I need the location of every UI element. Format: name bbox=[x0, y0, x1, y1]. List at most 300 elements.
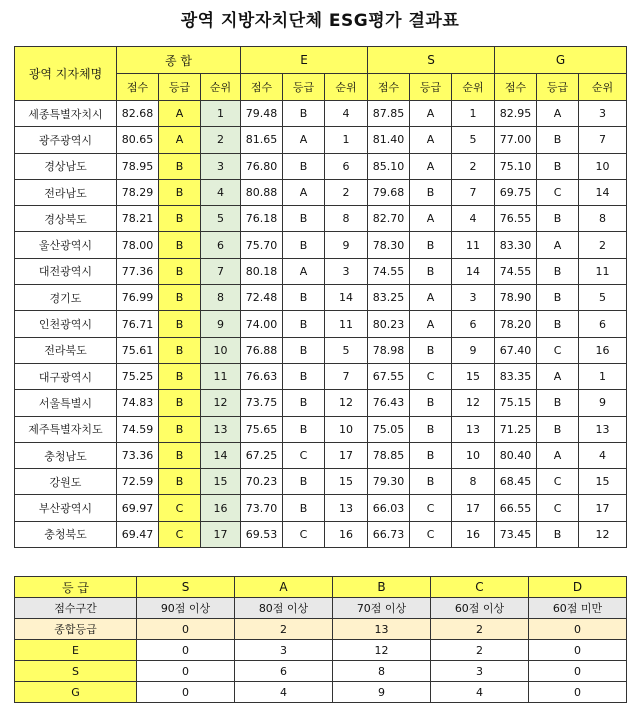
e-rank-cell: 3 bbox=[325, 258, 368, 284]
g-score-cell: 78.20 bbox=[495, 311, 537, 337]
g-score-cell: 71.25 bbox=[495, 416, 537, 442]
s-score-cell: 79.30 bbox=[368, 469, 410, 495]
e-score-cell: 73.75 bbox=[241, 390, 283, 416]
region-name: 부산광역시 bbox=[15, 495, 117, 521]
sub-header-rank: 순위 bbox=[579, 74, 627, 101]
e-score-cell: 76.18 bbox=[241, 206, 283, 232]
s-rank-cell: 12 bbox=[452, 390, 495, 416]
total-grade-cell: B bbox=[159, 363, 201, 389]
total-grade-cell: B bbox=[159, 337, 201, 363]
total-score-cell: 78.21 bbox=[117, 206, 159, 232]
e-score-cell: 80.18 bbox=[241, 258, 283, 284]
total-score-cell: 78.29 bbox=[117, 179, 159, 205]
g-grade-cell: C bbox=[537, 179, 579, 205]
s-grade-cell: A bbox=[410, 127, 452, 153]
g-score-cell: 82.95 bbox=[495, 101, 537, 127]
total-score-cell: 69.97 bbox=[117, 495, 159, 521]
s-grade-cell: B bbox=[410, 442, 452, 468]
summary-cell: 0 bbox=[137, 682, 235, 703]
region-name: 대전광역시 bbox=[15, 258, 117, 284]
e-score-cell: 69.53 bbox=[241, 521, 283, 547]
e-rank-cell: 2 bbox=[325, 179, 368, 205]
g-grade-cell: B bbox=[537, 258, 579, 284]
total-rank-cell: 2 bbox=[201, 127, 241, 153]
e-grade-cell: C bbox=[283, 442, 325, 468]
total-rank-cell: 14 bbox=[201, 442, 241, 468]
total-score-cell: 76.99 bbox=[117, 285, 159, 311]
summary-row-label: G bbox=[15, 682, 137, 703]
table-row bbox=[15, 153, 627, 179]
summary-cell: 70점 이상 bbox=[333, 598, 431, 619]
total-score-cell: 82.68 bbox=[117, 101, 159, 127]
region-name: 인천광역시 bbox=[15, 311, 117, 337]
g-rank-cell: 3 bbox=[579, 101, 627, 127]
s-score-cell: 66.73 bbox=[368, 521, 410, 547]
page-title: 광역 지방자치단체 ESG평가 결과표 bbox=[180, 11, 460, 31]
grade-header-s: S bbox=[137, 577, 235, 598]
e-rank-cell: 14 bbox=[325, 285, 368, 311]
e-rank-cell: 8 bbox=[325, 206, 368, 232]
e-rank-cell: 1 bbox=[325, 127, 368, 153]
region-name: 충청남도 bbox=[15, 442, 117, 468]
summary-row bbox=[15, 640, 627, 661]
s-rank-cell: 17 bbox=[452, 495, 495, 521]
table-row bbox=[15, 101, 627, 127]
summary-cell: 90점 이상 bbox=[137, 598, 235, 619]
summary-cell: 0 bbox=[137, 619, 235, 640]
summary-cell: 8 bbox=[333, 661, 431, 682]
table-row bbox=[15, 206, 627, 232]
summary-row bbox=[15, 682, 627, 703]
e-rank-cell: 15 bbox=[325, 469, 368, 495]
grade-header-c: C bbox=[431, 577, 529, 598]
sub-header-rank: 순위 bbox=[452, 74, 495, 101]
g-score-cell: 75.15 bbox=[495, 390, 537, 416]
summary-cell: 2 bbox=[431, 619, 529, 640]
e-score-cell: 70.23 bbox=[241, 469, 283, 495]
total-score-cell: 74.83 bbox=[117, 390, 159, 416]
e-rank-cell: 6 bbox=[325, 153, 368, 179]
g-grade-cell: A bbox=[537, 363, 579, 389]
g-score-cell: 75.10 bbox=[495, 153, 537, 179]
summary-cell: 0 bbox=[529, 661, 627, 682]
s-rank-cell: 6 bbox=[452, 311, 495, 337]
e-grade-cell: A bbox=[283, 127, 325, 153]
summary-row-label: 종합등급 bbox=[15, 619, 137, 640]
e-score-cell: 76.63 bbox=[241, 363, 283, 389]
s-grade-cell: A bbox=[410, 285, 452, 311]
e-grade-cell: A bbox=[283, 258, 325, 284]
summary-cell: 60점 미만 bbox=[529, 598, 627, 619]
table-row bbox=[15, 127, 627, 153]
e-grade-cell: A bbox=[283, 179, 325, 205]
s-rank-cell: 8 bbox=[452, 469, 495, 495]
g-rank-cell: 2 bbox=[579, 232, 627, 258]
total-grade-cell: B bbox=[159, 285, 201, 311]
s-grade-cell: C bbox=[410, 521, 452, 547]
s-score-cell: 78.30 bbox=[368, 232, 410, 258]
s-score-cell: 75.05 bbox=[368, 416, 410, 442]
summary-cell: 60점 이상 bbox=[431, 598, 529, 619]
total-score-cell: 80.65 bbox=[117, 127, 159, 153]
e-score-cell: 75.65 bbox=[241, 416, 283, 442]
total-rank-cell: 15 bbox=[201, 469, 241, 495]
summary-cell: 13 bbox=[333, 619, 431, 640]
total-score-cell: 69.47 bbox=[117, 521, 159, 547]
sub-header-grade: 등급 bbox=[159, 74, 201, 101]
g-grade-cell: B bbox=[537, 127, 579, 153]
e-grade-cell: C bbox=[283, 521, 325, 547]
s-rank-cell: 1 bbox=[452, 101, 495, 127]
total-rank-cell: 3 bbox=[201, 153, 241, 179]
g-score-cell: 76.55 bbox=[495, 206, 537, 232]
g-rank-cell: 12 bbox=[579, 521, 627, 547]
g-score-cell: 80.40 bbox=[495, 442, 537, 468]
e-rank-cell: 12 bbox=[325, 390, 368, 416]
summary-cell: 6 bbox=[235, 661, 333, 682]
e-grade-cell: B bbox=[283, 363, 325, 389]
group-header-g: G bbox=[495, 47, 627, 74]
table-row bbox=[15, 311, 627, 337]
s-rank-cell: 16 bbox=[452, 521, 495, 547]
e-rank-cell: 7 bbox=[325, 363, 368, 389]
g-rank-cell: 5 bbox=[579, 285, 627, 311]
summary-cell: 3 bbox=[235, 640, 333, 661]
summary-cell: 2 bbox=[235, 619, 333, 640]
total-rank-cell: 5 bbox=[201, 206, 241, 232]
summary-row-label: 점수구간 bbox=[15, 598, 137, 619]
e-grade-cell: B bbox=[283, 232, 325, 258]
g-score-cell: 68.45 bbox=[495, 469, 537, 495]
g-grade-cell: B bbox=[537, 153, 579, 179]
total-grade-cell: B bbox=[159, 153, 201, 179]
total-score-cell: 74.59 bbox=[117, 416, 159, 442]
s-score-cell: 78.98 bbox=[368, 337, 410, 363]
sub-header-score: 점수 bbox=[368, 74, 410, 101]
g-rank-cell: 13 bbox=[579, 416, 627, 442]
total-score-cell: 78.95 bbox=[117, 153, 159, 179]
s-grade-cell: B bbox=[410, 469, 452, 495]
total-grade-cell: A bbox=[159, 101, 201, 127]
region-name: 경상북도 bbox=[15, 206, 117, 232]
e-grade-cell: B bbox=[283, 416, 325, 442]
summary-cell: 3 bbox=[431, 661, 529, 682]
total-score-cell: 72.59 bbox=[117, 469, 159, 495]
s-grade-cell: A bbox=[410, 153, 452, 179]
summary-row bbox=[15, 598, 627, 619]
table-row bbox=[15, 469, 627, 495]
g-rank-cell: 16 bbox=[579, 337, 627, 363]
region-name: 경상남도 bbox=[15, 153, 117, 179]
grade-header-d: D bbox=[529, 577, 627, 598]
total-grade-cell: B bbox=[159, 416, 201, 442]
summary-row bbox=[15, 661, 627, 682]
e-score-cell: 81.65 bbox=[241, 127, 283, 153]
e-score-cell: 67.25 bbox=[241, 442, 283, 468]
table-row bbox=[15, 258, 627, 284]
e-score-cell: 76.88 bbox=[241, 337, 283, 363]
e-score-cell: 74.00 bbox=[241, 311, 283, 337]
summary-row-label: S bbox=[15, 661, 137, 682]
total-grade-cell: B bbox=[159, 179, 201, 205]
total-score-cell: 75.61 bbox=[117, 337, 159, 363]
table-row bbox=[15, 390, 627, 416]
s-grade-cell: A bbox=[410, 206, 452, 232]
g-grade-cell: A bbox=[537, 101, 579, 127]
g-rank-cell: 4 bbox=[579, 442, 627, 468]
e-score-cell: 80.88 bbox=[241, 179, 283, 205]
table-row bbox=[15, 337, 627, 363]
s-score-cell: 66.03 bbox=[368, 495, 410, 521]
s-score-cell: 82.70 bbox=[368, 206, 410, 232]
total-grade-cell: B bbox=[159, 390, 201, 416]
total-score-cell: 78.00 bbox=[117, 232, 159, 258]
summary-cell: 0 bbox=[529, 619, 627, 640]
group-header-total: 종 합 bbox=[117, 47, 241, 74]
group-header-e: E bbox=[241, 47, 368, 74]
g-score-cell: 73.45 bbox=[495, 521, 537, 547]
s-grade-cell: C bbox=[410, 495, 452, 521]
total-grade-cell: C bbox=[159, 495, 201, 521]
sub-header-rank: 순위 bbox=[325, 74, 368, 101]
g-score-cell: 69.75 bbox=[495, 179, 537, 205]
sub-header-grade: 등급 bbox=[283, 74, 325, 101]
e-rank-cell: 11 bbox=[325, 311, 368, 337]
total-rank-cell: 9 bbox=[201, 311, 241, 337]
s-rank-cell: 5 bbox=[452, 127, 495, 153]
g-rank-cell: 7 bbox=[579, 127, 627, 153]
region-name: 울산광역시 bbox=[15, 232, 117, 258]
summary-row bbox=[15, 619, 627, 640]
total-score-cell: 76.71 bbox=[117, 311, 159, 337]
g-score-cell: 83.30 bbox=[495, 232, 537, 258]
g-score-cell: 74.55 bbox=[495, 258, 537, 284]
g-rank-cell: 10 bbox=[579, 153, 627, 179]
summary-cell: 4 bbox=[431, 682, 529, 703]
e-grade-cell: B bbox=[283, 153, 325, 179]
table-row bbox=[15, 232, 627, 258]
g-grade-cell: A bbox=[537, 232, 579, 258]
sub-header-score: 점수 bbox=[241, 74, 283, 101]
s-grade-cell: A bbox=[410, 311, 452, 337]
s-rank-cell: 3 bbox=[452, 285, 495, 311]
s-rank-cell: 11 bbox=[452, 232, 495, 258]
g-rank-cell: 17 bbox=[579, 495, 627, 521]
e-rank-cell: 9 bbox=[325, 232, 368, 258]
g-rank-cell: 6 bbox=[579, 311, 627, 337]
summary-cell: 0 bbox=[529, 682, 627, 703]
region-name: 대구광역시 bbox=[15, 363, 117, 389]
e-grade-cell: B bbox=[283, 101, 325, 127]
s-rank-cell: 15 bbox=[452, 363, 495, 389]
esg-results-table bbox=[14, 46, 627, 548]
e-rank-cell: 4 bbox=[325, 101, 368, 127]
g-score-cell: 66.55 bbox=[495, 495, 537, 521]
grade-header-a: A bbox=[235, 577, 333, 598]
g-rank-cell: 1 bbox=[579, 363, 627, 389]
total-rank-cell: 17 bbox=[201, 521, 241, 547]
e-rank-cell: 5 bbox=[325, 337, 368, 363]
total-grade-cell: B bbox=[159, 206, 201, 232]
total-grade-cell: B bbox=[159, 311, 201, 337]
total-rank-cell: 4 bbox=[201, 179, 241, 205]
table-row bbox=[15, 416, 627, 442]
summary-row-label: E bbox=[15, 640, 137, 661]
g-rank-cell: 11 bbox=[579, 258, 627, 284]
region-name: 서울특별시 bbox=[15, 390, 117, 416]
total-rank-cell: 1 bbox=[201, 101, 241, 127]
total-rank-cell: 6 bbox=[201, 232, 241, 258]
total-score-cell: 77.36 bbox=[117, 258, 159, 284]
e-rank-cell: 13 bbox=[325, 495, 368, 521]
s-grade-cell: C bbox=[410, 363, 452, 389]
grade-summary-table bbox=[14, 576, 627, 703]
g-grade-cell: C bbox=[537, 469, 579, 495]
s-rank-cell: 7 bbox=[452, 179, 495, 205]
total-score-cell: 73.36 bbox=[117, 442, 159, 468]
table-row bbox=[15, 495, 627, 521]
g-grade-cell: B bbox=[537, 416, 579, 442]
e-score-cell: 75.70 bbox=[241, 232, 283, 258]
e-grade-cell: B bbox=[283, 285, 325, 311]
s-score-cell: 74.55 bbox=[368, 258, 410, 284]
sub-header-grade: 등급 bbox=[537, 74, 579, 101]
s-grade-cell: B bbox=[410, 232, 452, 258]
summary-cell: 0 bbox=[529, 640, 627, 661]
total-rank-cell: 8 bbox=[201, 285, 241, 311]
g-score-cell: 78.90 bbox=[495, 285, 537, 311]
summary-cell: 4 bbox=[235, 682, 333, 703]
sub-header-grade: 등급 bbox=[410, 74, 452, 101]
s-score-cell: 79.68 bbox=[368, 179, 410, 205]
total-rank-cell: 7 bbox=[201, 258, 241, 284]
s-rank-cell: 4 bbox=[452, 206, 495, 232]
g-grade-cell: B bbox=[537, 390, 579, 416]
s-score-cell: 78.85 bbox=[368, 442, 410, 468]
s-score-cell: 87.85 bbox=[368, 101, 410, 127]
g-rank-cell: 9 bbox=[579, 390, 627, 416]
region-name: 세종특별자치시 bbox=[15, 101, 117, 127]
e-grade-cell: B bbox=[283, 337, 325, 363]
s-rank-cell: 13 bbox=[452, 416, 495, 442]
e-score-cell: 73.70 bbox=[241, 495, 283, 521]
summary-cell: 0 bbox=[137, 661, 235, 682]
total-grade-cell: B bbox=[159, 232, 201, 258]
table-row bbox=[15, 285, 627, 311]
s-score-cell: 81.40 bbox=[368, 127, 410, 153]
g-rank-cell: 14 bbox=[579, 179, 627, 205]
s-score-cell: 80.23 bbox=[368, 311, 410, 337]
total-rank-cell: 16 bbox=[201, 495, 241, 521]
region-name: 강원도 bbox=[15, 469, 117, 495]
g-grade-cell: B bbox=[537, 206, 579, 232]
summary-cell: 0 bbox=[137, 640, 235, 661]
region-name: 충청북도 bbox=[15, 521, 117, 547]
s-rank-cell: 14 bbox=[452, 258, 495, 284]
region-name: 전라북도 bbox=[15, 337, 117, 363]
g-grade-cell: B bbox=[537, 521, 579, 547]
table-row bbox=[15, 179, 627, 205]
grade-header-b: B bbox=[333, 577, 431, 598]
s-grade-cell: B bbox=[410, 179, 452, 205]
group-header-row bbox=[15, 47, 627, 74]
g-rank-cell: 8 bbox=[579, 206, 627, 232]
s-grade-cell: A bbox=[410, 101, 452, 127]
region-header: 광역 지자체명 bbox=[15, 47, 117, 101]
summary-header-row bbox=[15, 577, 627, 598]
g-grade-cell: B bbox=[537, 285, 579, 311]
e-score-cell: 79.48 bbox=[241, 101, 283, 127]
e-rank-cell: 10 bbox=[325, 416, 368, 442]
total-rank-cell: 10 bbox=[201, 337, 241, 363]
g-score-cell: 83.35 bbox=[495, 363, 537, 389]
s-score-cell: 76.43 bbox=[368, 390, 410, 416]
e-grade-cell: B bbox=[283, 206, 325, 232]
g-rank-cell: 15 bbox=[579, 469, 627, 495]
total-score-cell: 75.25 bbox=[117, 363, 159, 389]
table-row bbox=[15, 442, 627, 468]
table-row bbox=[15, 363, 627, 389]
g-score-cell: 77.00 bbox=[495, 127, 537, 153]
total-rank-cell: 13 bbox=[201, 416, 241, 442]
total-rank-cell: 11 bbox=[201, 363, 241, 389]
s-grade-cell: B bbox=[410, 258, 452, 284]
sub-header-score: 점수 bbox=[117, 74, 159, 101]
table-row bbox=[15, 521, 627, 547]
e-grade-cell: B bbox=[283, 311, 325, 337]
s-score-cell: 83.25 bbox=[368, 285, 410, 311]
s-score-cell: 85.10 bbox=[368, 153, 410, 179]
s-score-cell: 67.55 bbox=[368, 363, 410, 389]
e-grade-cell: B bbox=[283, 495, 325, 521]
s-rank-cell: 10 bbox=[452, 442, 495, 468]
e-rank-cell: 17 bbox=[325, 442, 368, 468]
region-name: 경기도 bbox=[15, 285, 117, 311]
g-grade-cell: C bbox=[537, 337, 579, 363]
sub-header-rank: 순위 bbox=[201, 74, 241, 101]
total-grade-cell: B bbox=[159, 442, 201, 468]
group-header-s: S bbox=[368, 47, 495, 74]
total-grade-cell: C bbox=[159, 521, 201, 547]
e-score-cell: 76.80 bbox=[241, 153, 283, 179]
summary-cell: 2 bbox=[431, 640, 529, 661]
summary-cell: 9 bbox=[333, 682, 431, 703]
s-grade-cell: B bbox=[410, 337, 452, 363]
g-grade-cell: A bbox=[537, 442, 579, 468]
sub-header-score: 점수 bbox=[495, 74, 537, 101]
s-rank-cell: 2 bbox=[452, 153, 495, 179]
total-grade-cell: B bbox=[159, 258, 201, 284]
summary-header-label: 등 급 bbox=[15, 577, 137, 598]
region-name: 제주특별자치도 bbox=[15, 416, 117, 442]
g-score-cell: 67.40 bbox=[495, 337, 537, 363]
total-grade-cell: B bbox=[159, 469, 201, 495]
e-grade-cell: B bbox=[283, 469, 325, 495]
total-rank-cell: 12 bbox=[201, 390, 241, 416]
e-score-cell: 72.48 bbox=[241, 285, 283, 311]
s-grade-cell: B bbox=[410, 416, 452, 442]
total-grade-cell: A bbox=[159, 127, 201, 153]
summary-cell: 80점 이상 bbox=[235, 598, 333, 619]
region-name: 광주광역시 bbox=[15, 127, 117, 153]
s-grade-cell: B bbox=[410, 390, 452, 416]
g-grade-cell: C bbox=[537, 495, 579, 521]
region-name: 전라남도 bbox=[15, 179, 117, 205]
summary-cell: 12 bbox=[333, 640, 431, 661]
s-rank-cell: 9 bbox=[452, 337, 495, 363]
g-grade-cell: B bbox=[537, 311, 579, 337]
e-rank-cell: 16 bbox=[325, 521, 368, 547]
